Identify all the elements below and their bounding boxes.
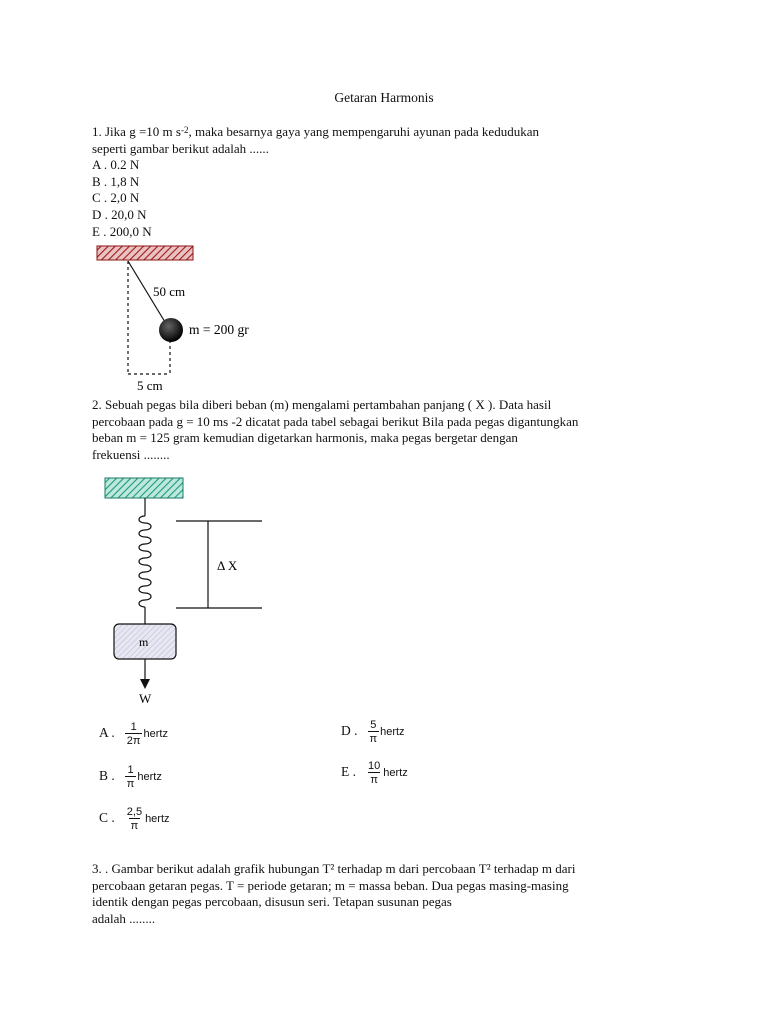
- q3-line-2: percobaan getaran pegas. T = periode getaran; m = massa beban. Dua pegas masing-masing: [92, 877, 569, 893]
- q3-line-1: 3. . Gambar berikut adalah grafik hubungan T² terhadap m dari percobaan T² terhadap m dari: [92, 861, 576, 876]
- ceiling-support: [97, 246, 193, 260]
- q1-option-d: D . 20,0 N: [92, 206, 147, 222]
- question-3: [92, 861, 682, 927]
- q2-line-1: 2. Sebuah pegas bila diberi beban (m) mengalami pertambahan panjang ( X ). Data hasil: [92, 397, 552, 412]
- extension-label: Δ X: [217, 558, 238, 573]
- q2-option-d-letter: D .: [341, 723, 358, 739]
- mass-label: m = 200 gr: [189, 322, 249, 337]
- q2-option-d: [341, 719, 405, 745]
- q2-option-b: [99, 764, 162, 790]
- q2-option-a-fraction: [125, 721, 143, 747]
- q2-option-e-letter: E .: [341, 764, 356, 780]
- spring-ceiling: [105, 478, 183, 498]
- q1-option-a: A . 0.2 N: [92, 157, 140, 173]
- spring-coil: [139, 516, 151, 607]
- spring-mass-label: m: [139, 635, 149, 649]
- q2-option-a: [99, 721, 168, 747]
- q1-line-2: seperti gambar berikut adalah ......: [92, 140, 269, 156]
- q3-line-3: identik dengan pegas percobaan, disusun seri. Tetapan susunan pegas: [92, 894, 452, 910]
- q2-option-c-fraction: [125, 806, 144, 832]
- q2-option-c-unit: hertz: [145, 812, 170, 825]
- q2-option-c-numerator: 2,5: [126, 806, 143, 818]
- offset-label: 5 cm: [137, 378, 163, 393]
- q2-option-e-fraction: [366, 760, 382, 786]
- q2-option-b-letter: B .: [99, 768, 115, 784]
- q1-option-c: C . 2,0 N: [92, 190, 140, 206]
- q1-option-e: E . 200,0 N: [92, 223, 152, 239]
- q2-option-d-numerator: 5: [370, 719, 377, 731]
- q1-line-1-rest: , maka besarnya gaya yang mempengaruhi ayunan pada kedudukan: [188, 124, 539, 139]
- q2-line-3: beban m = 125 gram kemudian digetarkan harmonis, maka pegas bergetar dengan: [92, 430, 518, 446]
- q2-option-c-letter: C .: [99, 810, 115, 826]
- q3-line-4: adalah ........: [92, 910, 156, 926]
- q2-option-b-fraction: [125, 764, 137, 790]
- page-title: Getaran Harmonis: [334, 90, 434, 105]
- pendulum-diagram: [97, 246, 249, 393]
- string-length-label: 50 cm: [153, 284, 186, 299]
- q2-option-a-denominator: 2π: [126, 735, 141, 747]
- q2-option-e-numerator: 10: [368, 760, 381, 772]
- q2-option-e-denominator: π: [370, 774, 378, 786]
- q2-option-a-unit: hertz: [143, 727, 168, 740]
- q2-option-d-fraction: [368, 719, 380, 745]
- q2-line-4: frekuensi ........: [92, 446, 170, 462]
- q2-option-a-numerator: 1: [130, 721, 137, 733]
- q2-option-b-numerator: 1: [127, 764, 134, 776]
- weight-arrow-head: [140, 679, 150, 689]
- q2-option-d-unit: hertz: [380, 725, 405, 738]
- q1-exponent: -2: [180, 125, 189, 135]
- q2-line-2: percobaan pada g = 10 ms -2 dicatat pada tabel sebagai berikut Bila pada pegas digantungkan: [92, 413, 579, 429]
- q2-option-c-denominator: π: [130, 820, 139, 832]
- q2-option-e: [341, 760, 408, 786]
- weight-label: W: [139, 691, 152, 706]
- q2-option-b-denominator: π: [126, 778, 135, 790]
- pendulum-ball: [159, 318, 183, 342]
- q2-option-c: [99, 806, 170, 832]
- question-2: [92, 397, 682, 463]
- q2-option-b-unit: hertz: [137, 770, 162, 783]
- q1-line-1-text: 1. Jika g =10 m s: [92, 124, 181, 139]
- spring-diagram: [105, 478, 262, 706]
- q2-option-d-denominator: π: [369, 733, 378, 745]
- q1-option-b: B . 1,8 N: [92, 173, 140, 189]
- q2-option-e-unit: hertz: [383, 766, 408, 779]
- q2-option-a-letter: A .: [99, 725, 115, 741]
